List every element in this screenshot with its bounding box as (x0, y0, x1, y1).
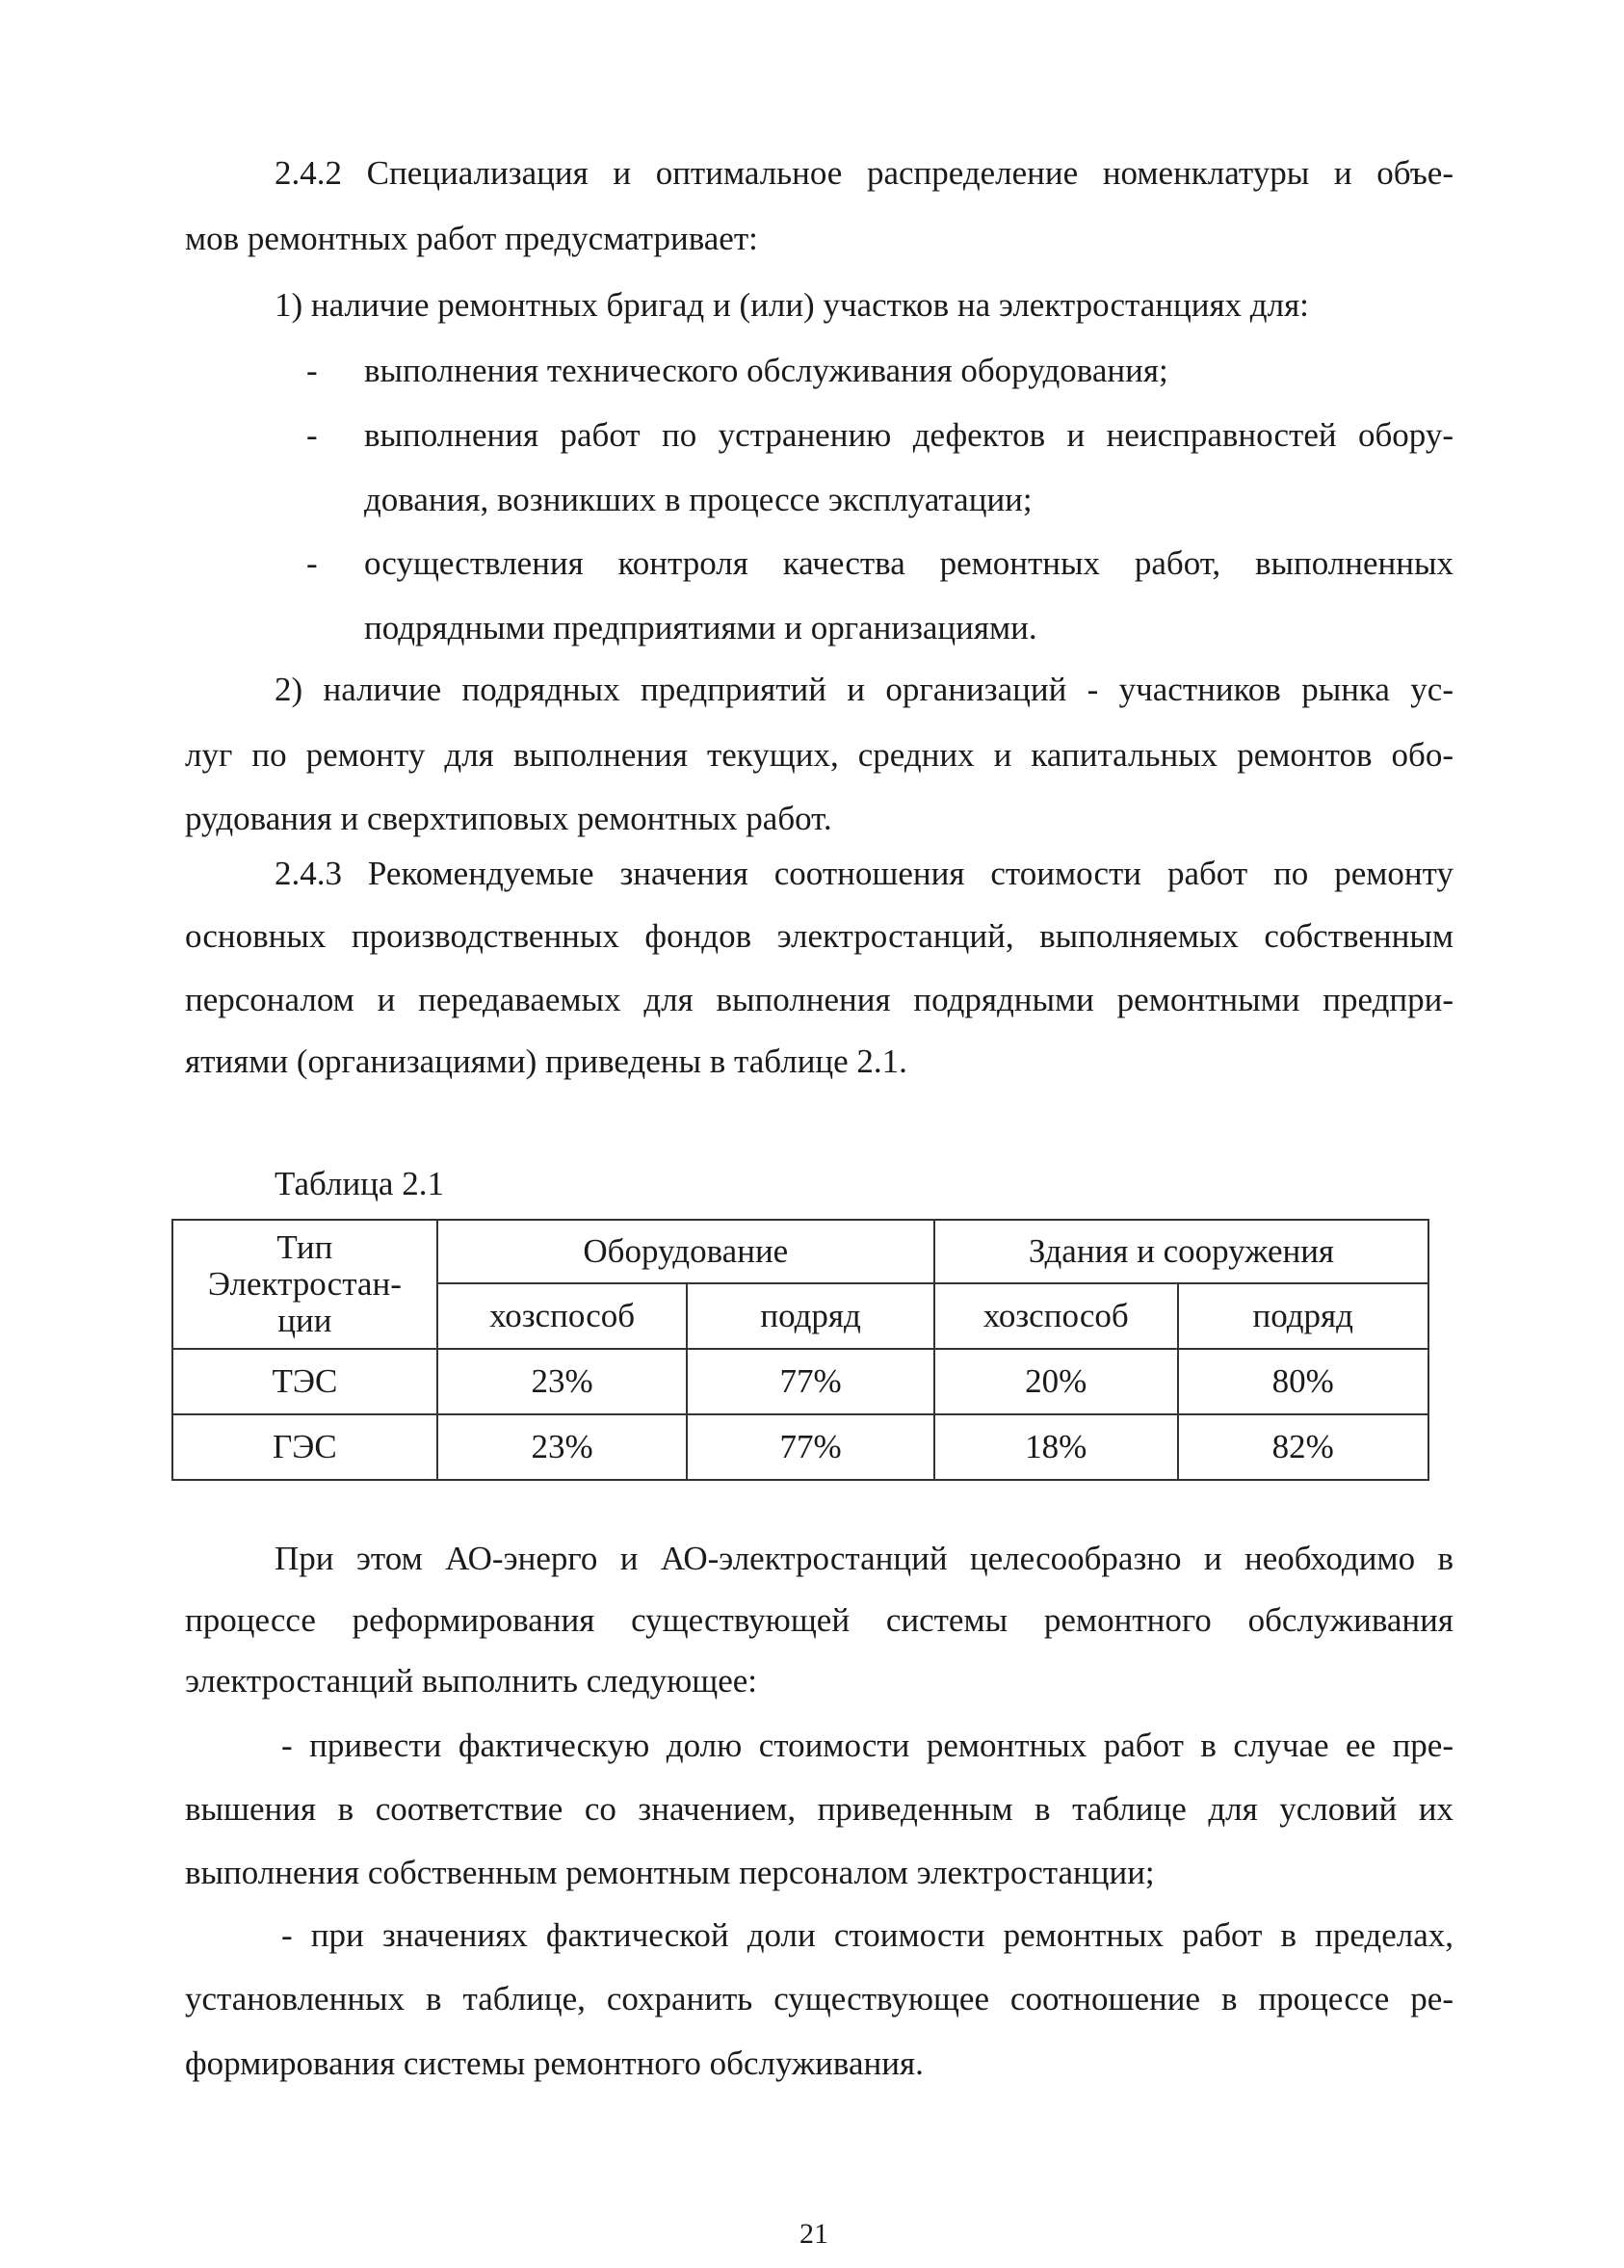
cell-equipment-own: 23% (437, 1414, 688, 1480)
header-equipment: Оборудование (437, 1220, 934, 1283)
header-plant-type (172, 1220, 437, 1349)
table-row (172, 1349, 1428, 1414)
header-buildings-contract: подряд (1178, 1283, 1428, 1349)
cell-buildings-own: 20% (934, 1349, 1178, 1414)
cell-equipment-own: 23% (437, 1349, 688, 1414)
header-plant-type-line-3: ции (277, 1302, 332, 1339)
header-equipment-own: хозспособ (437, 1283, 688, 1349)
repair-share-table (171, 1219, 1429, 1481)
cell-buildings-contract: 80% (1178, 1349, 1428, 1414)
section-243-line-1: 2.4.3 Рекомендуемые значения соотношения стоимости работ по ремонту (275, 855, 1454, 892)
section-242-line-2: мов ремонтных работ предусматривает: (185, 220, 758, 257)
bullet-1-line-1: выполнения технического обслуживания оборудования; (364, 352, 1168, 389)
header-equipment-contract: подряд (687, 1283, 933, 1349)
point-1-line-2: вышения в соответствие со значением, приведенным в таблице для условий их (185, 1790, 1454, 1828)
cell-buildings-own: 18% (934, 1414, 1178, 1480)
bullet-dash-3: - (306, 544, 318, 582)
cell-equipment-contract: 77% (687, 1349, 933, 1414)
conclusion-line-2: процессе реформирования существующей системы ремонтного обслуживания (185, 1601, 1454, 1639)
bullet-3-line-2: подрядными предприятиями и организациями. (364, 609, 1037, 646)
cell-plant-type: ГЭС (172, 1414, 437, 1480)
header-plant-type-line-1: Тип (276, 1228, 333, 1266)
table-caption: Таблица 2.1 (275, 1165, 444, 1202)
header-plant-type-line-2: Электростан- (207, 1265, 402, 1303)
point-2-line-3: формирования системы ремонтного обслуживания. (185, 2044, 924, 2082)
bullet-3-line-1: осуществления контроля качества ремонтных работ, выполненных (364, 544, 1454, 582)
item-2-line-1: 2) наличие подрядных предприятий и организаций - участников рынка ус- (275, 671, 1454, 708)
header-buildings: Здания и сооружения (934, 1220, 1428, 1283)
conclusion-line-3: электростанций выполнить следующее: (185, 1662, 758, 1700)
section-243-line-2: основных производственных фондов электростанций, выполняемых собственным (185, 917, 1454, 955)
section-243-line-3: персоналом и передаваемых для выполнения подрядными ремонтными предпри- (185, 981, 1454, 1018)
point-2-line-1: - при значениях фактической доли стоимости ремонтных работ в пределах, (281, 1916, 1454, 1954)
bullet-2-line-2: дования, возникших в процессе эксплуатации; (364, 481, 1033, 518)
bullet-dash-1: - (306, 352, 318, 389)
cell-plant-type: ТЭС (172, 1349, 437, 1414)
page-number: 21 (799, 2218, 828, 2250)
section-243-line-4: ятиями (организациями) приведены в таблице 2.1. (185, 1042, 907, 1080)
bullet-dash-2: - (306, 416, 318, 454)
table-row (172, 1414, 1428, 1480)
point-1-line-3: выполнения собственным ремонтным персоналом электростанции; (185, 1854, 1155, 1891)
cell-equipment-contract: 77% (687, 1414, 933, 1480)
bullet-2-line-1: выполнения работ по устранению дефектов и неисправностей обору- (364, 416, 1454, 454)
item-1-title: 1) наличие ремонтных бригад и (или) участков на электростанциях для: (275, 286, 1309, 324)
conclusion-line-1: При этом АО-энерго и АО-электростанций целесообразно и необходимо в (275, 1540, 1454, 1577)
section-242-line-1: 2.4.2 Специализация и оптимальное распределение номенклатуры и объе- (275, 154, 1454, 192)
cell-buildings-contract: 82% (1178, 1414, 1428, 1480)
item-2-line-2: луг по ремонту для выполнения текущих, средних и капитальных ремонтов обо- (185, 736, 1454, 774)
item-2-line-3: рудования и сверхтиповых ремонтных работ. (185, 800, 832, 837)
point-2-line-2: установленных в таблице, сохранить существующее соотношение в процессе ре- (185, 1980, 1454, 2017)
point-1-line-1: - привести фактическую долю стоимости ремонтных работ в случае ее пре- (281, 1727, 1454, 1764)
header-buildings-own: хозспособ (934, 1283, 1178, 1349)
